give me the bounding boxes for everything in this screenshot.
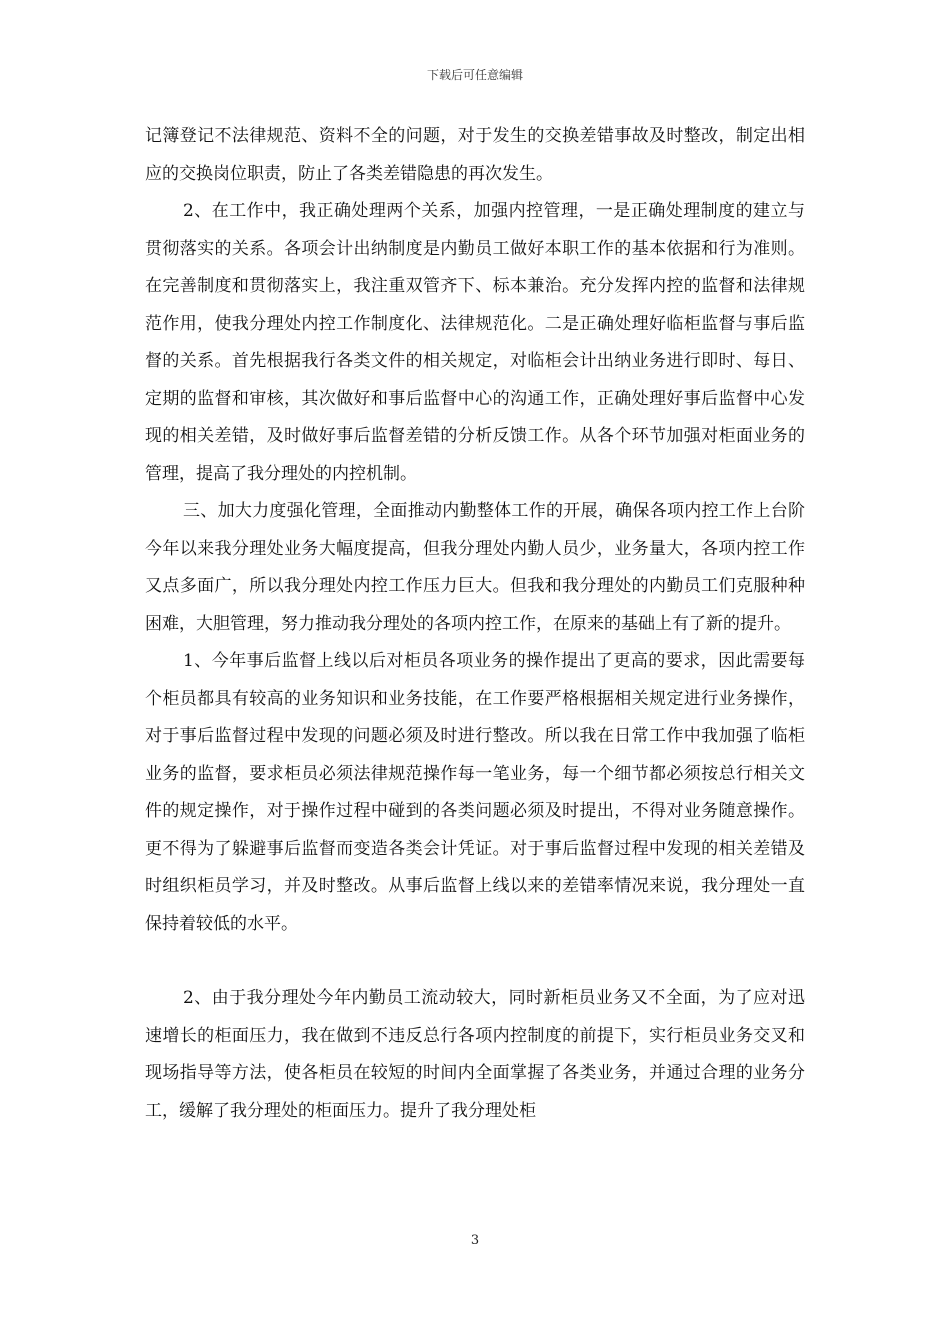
- paragraph-spacer: [145, 943, 805, 980]
- paragraph-item-1: 1、今年事后监督上线以后对柜员各项业务的操作提出了更高的要求，因此需要每个柜员都具有较高的业务知识和业务技能，在工作要严格根据相关规定进行业务操作，对于事后监督过程中发现的问题必须及时进行整改。所以我在日常工作中我加强了临柜业务的监督，要求柜员必须法律规范操作每一笔业务，每一个细节都必须按总行相关文件的规定操作，对于操作过程中碰到的各类问题必须及时提出，不得对业务随意操作。更不得为了躲避事后监督而变造各类会计凭证。对于事后监督过程中发现的相关差错及时组织柜员学习，并及时整改。从事后监督上线以来的差错率情况来说，我分理处一直保持着较低的水平。: [145, 651, 805, 934]
- paragraph-section-3: 三、加大力度强化管理，全面推动内勤整体工作的开展，确保各项内控工作上台阶今年以来我分理处业务大幅度提高，但我分理处内勤人员少，业务量大，各项内控工作又点多面广，所以我分理处内控工作压力巨大。但我和我分理处的内勤员工们克服种种困难，大胆管理，努力推动我分理处的各项内控工作，在原来的基础上有了新的提升。: [145, 501, 805, 634]
- paragraph-item-2b: 2、由于我分理处今年内勤员工流动较大，同时新柜员业务又不全面，为了应对迅速增长的柜面压力，我在做到不违反总行各项内控制度的前提下，实行柜员业务交叉和现场指导等方法，使各柜员在较短的时间内全面掌握了各类业务，并通过合理的业务分工，缓解了我分理处的柜面压力。提升了我分理处柜: [145, 988, 805, 1121]
- paragraph-item-2: 2、在工作中，我正确处理两个关系，加强内控管理，一是正确处理制度的建立与贯彻落实的关系。各项会计出纳制度是内勤员工做好本职工作的基本依据和行为准则。在完善制度和贯彻落实上，我注重双管齐下、标本兼治。充分发挥内控的监督和法律规范作用，使我分理处内控工作制度化、法律规范化。二是正确处理好临柜监督与事后监督的关系。首先根据我行各类文件的相关规定，对临柜会计出纳业务进行即时、每日、定期的监督和审核，其次做好和事后监督中心的沟通工作，正确处理好事后监督中心发现的相关差错，及时做好事后监督差错的分析反馈工作。从各个环节加强对柜面业务的管理，提高了我分理处的内控机制。: [145, 201, 805, 484]
- paragraph-continuation: 记簿登记不法律规范、资料不全的问题，对于发生的交换差错事故及时整改，制定出相应的交换岗位职责，防止了各类差错隐患的再次发生。: [145, 126, 805, 184]
- page-header: 下载后可任意编辑: [426, 68, 523, 82]
- document-body: [145, 118, 805, 1130]
- page-number: 3: [470, 1233, 480, 1248]
